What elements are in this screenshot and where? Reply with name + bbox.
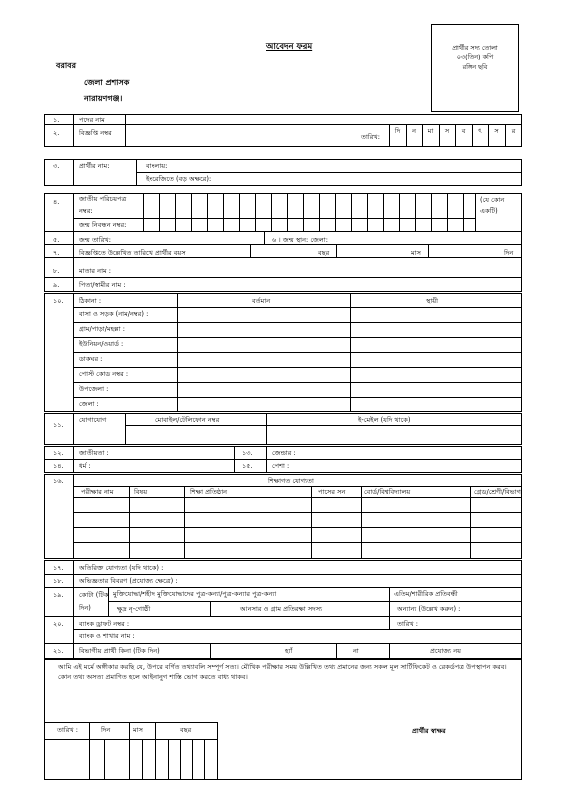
edu-col-institution: শিক্ষা প্রতিষ্ঠান [190,488,228,496]
mobile-label: মোবাইল/টেলিফোন নম্বর [155,416,220,424]
num-17: ১৭. [53,564,64,572]
education-label: শিক্ষাগত যোগ্যতা [268,477,314,485]
date-cell-1[interactable]: দি [394,127,401,135]
edu-col-exam: পরীক্ষার নাম [81,488,114,496]
bank-draft-label: ব্যাংক ড্রাফট নম্বর : [79,620,130,628]
bank-branch-field[interactable] [160,630,520,641]
bank-draft-date-field[interactable] [430,617,520,628]
photo-line-3: রঙ্গিন ছবি [462,62,488,71]
date-cell-7[interactable]: স [494,127,499,135]
num-16: ১৬. [53,477,64,485]
departmental-no[interactable]: না [353,647,359,655]
num-12: ১২. [53,449,64,457]
age-year-field[interactable] [251,245,316,256]
edu-col-year: পাসের সন [318,488,346,496]
gender-label: জেন্ডার : [272,449,296,457]
num-14: ১৪. [53,462,64,470]
edu-col-subject: বিষয় [134,488,148,496]
experience-label: অভিজ্ঞতার বিবরণ (প্রযোজ্য ক্ষেত্রে) : [79,577,178,585]
date-cell-8[interactable]: র [511,127,516,135]
photo-box[interactable] [431,24,519,112]
num-3: ৩. [53,162,60,170]
education-table-body[interactable] [74,498,521,558]
num-1: ১. [53,116,60,124]
bank-draft-date-label: তারিখ : [397,620,419,628]
occupation-field[interactable] [305,460,520,472]
date-cell-5[interactable]: ব [461,127,466,135]
nid-digit-grid[interactable] [143,193,475,218]
num-18: ১৮. [53,577,64,585]
quota-ethnic-minority[interactable]: ক্ষুদ্র নৃ-গোষ্ঠী [117,605,151,613]
either-note-1: (যে কোন [480,196,505,204]
gender-field[interactable] [310,447,520,458]
brn-label: জন্ম নিবন্ধন নম্বর: [79,221,127,229]
father-name-field[interactable] [150,278,520,291]
num-13: ১৩. [242,449,253,457]
num-15: ১৫. [242,462,253,470]
brn-digit-grid[interactable] [143,218,475,231]
addr-district-label: জেলা : [79,400,99,408]
email-field[interactable] [267,426,521,444]
name-english-label: ইংরেজিতে (বড় অক্ষরে): [146,175,212,183]
name-bangla-label: বাংলায়: [146,162,168,170]
circular-no-field[interactable] [126,125,356,146]
father-name-label: পিতা/স্বামীর নাম : [79,281,126,289]
footer-date-label: তারিখ : [57,726,79,734]
experience-field[interactable] [215,575,520,586]
name-bangla-field[interactable] [190,160,520,171]
birthplace-field[interactable] [345,232,520,244]
mobile-field[interactable] [126,426,265,444]
declaration-text: আমি এই মর্মে অঙ্গীকার করছি যে, উপরে বর্ণিত তথ্যাবলি সম্পূর্ণ সত্য। মৌখিক পরীক্ষার সময় উল্লিখিত তথ্য প্রমানের জন্য সকল মূল সার্টিফিকেট ও রেকর্ডপত্র উপস্থাপন করব। কোন তথ্য অসত্য প্রমাণিত হলে আইনানুগ শাস্তি ভোগ করতে বাধ্য থাকব। [58,663,507,682]
photo-line-2: ০৩(তিন) কপি [456,53,494,62]
quota-orphan-disabled[interactable]: এতিম/শারীরিক প্রতিবন্ধী [394,590,458,598]
age-month-label: মাস [411,249,421,257]
circular-no-label: বিজ্ঞপ্তি নম্বর [79,129,112,137]
footer-day-label: দিন [101,726,111,734]
addr-upazila-label: উপজেলা : [79,385,109,393]
form-title: আবেদন ফরম [266,42,313,52]
addr-road-label: বাসা ও সড়ক (নাম/নম্বর) : [79,310,149,318]
departmental-na[interactable]: প্রযোজ্য নয় [430,647,462,655]
footer-month-label: মাস [133,726,143,734]
date-cell-2[interactable]: ন [412,127,416,135]
nid-label: জাতীয় পরিচয়পত্র [79,195,127,203]
date-cell-6[interactable]: ৎ [478,127,482,135]
post-name-label: পদের নাম [79,116,105,124]
departmental-label: বিভাগীয় প্রার্থী কিনা (টিক দিন) [79,647,160,655]
addr-postcode-label: পোস্ট কোড নম্বর : [79,370,129,378]
footer-year-label: বছর [180,726,192,734]
extra-qualification-field[interactable] [205,561,520,573]
num-21: ২১. [53,647,64,655]
quota-label-1: কোটা (টিক [79,591,109,599]
dob-label: জন্ম তারিখ: [79,236,111,244]
to-line-2: জেলা প্রশাসক [84,78,130,87]
contact-label: যোগাযোগ [79,416,107,424]
address-label: ঠিকানা : [79,297,102,305]
religion-field[interactable] [105,460,232,472]
quota-label-2: দিন) [79,604,91,612]
signature-label: প্রার্থীর স্বাক্ষর [412,727,446,735]
applicant-name-label: প্রার্থীর নাম: [79,162,110,170]
age-year-label: বছর [318,249,330,257]
email-label: ই-মেইল (যদি থাকে) [358,416,411,424]
age-day-field[interactable] [429,245,502,256]
departmental-yes[interactable]: হ্যাঁ [285,647,293,655]
to-line-3: নারায়ণগঞ্জ। [84,94,123,103]
extra-qualification-label: অতিরিক্ত যোগ্যতা (যদি থাকে) : [79,564,164,572]
post-name-field[interactable] [126,115,521,124]
footer-date-grid[interactable] [90,740,217,779]
edu-col-grade: গ্রেড/শ্রেণী/বিভাগ [474,488,521,496]
occupation-label: পেশা : [272,462,290,470]
religion-label: ধর্ম : [79,462,91,470]
num-2: ২. [53,129,60,137]
photo-line-1: প্রার্থীর সদ্য তোলা [452,44,498,52]
mother-name-label: মাতার নাম : [79,267,111,275]
num-7: ৭. [53,249,60,257]
addr-union-label: ইউনিয়ন/ওয়ার্ড : [79,340,124,348]
permanent-address-fields[interactable] [351,308,521,411]
addr-postoffice-label: ডাকঘর : [79,355,103,363]
nid-label-2: নম্বর: [79,207,93,215]
quota-ansar-vdp[interactable]: আনসার ও গ্রাম প্রতিরক্ষা সদস্য [240,605,322,613]
quota-other[interactable]: অন্যান্য (উল্লেখ করুন) : [397,605,461,613]
num-11: ১১. [53,421,64,429]
nationality-label: জাতীয়তা : [79,449,109,457]
to-line-1: বরাবর [56,61,77,70]
num-8: ৮. [53,267,60,275]
num-19: ১৯. [53,591,64,599]
birthplace-label: ৬ । জন্ম স্থান: জেলা: [272,236,328,244]
present-address-header: বর্তমান [252,297,271,305]
age-day-label: দিন [504,249,514,257]
dob-field[interactable] [120,232,260,244]
bank-branch-label: ব্যাংক ও শাখার নাম : [79,632,135,640]
num-4: ৪. [53,198,60,206]
mother-name-field[interactable] [135,258,520,276]
quota-freedom-fighter[interactable]: মুক্তিযোদ্ধা/শহীদ মুক্তিযোদ্ধাদের পুত্র-কন্যা/পুত্র-কন্যার পুত্র-কন্যা [113,590,277,598]
either-note-2: একটি) [480,207,498,215]
name-english-field[interactable] [260,173,520,185]
circular-date-label: তারিখ: [361,133,380,141]
num-5: ৫. [53,236,60,244]
num-9: ৯. [53,281,60,289]
nationality-field[interactable] [120,447,232,458]
permanent-address-header: স্থায়ী [426,297,439,305]
addr-village-label: গ্রাম/পাড়া/মহল্লা : [79,325,126,333]
present-address-fields[interactable] [178,308,349,411]
age-month-field[interactable] [337,245,409,256]
bank-draft-field[interactable] [150,617,385,628]
num-20: ২০. [53,620,64,628]
date-cell-3[interactable]: মা [427,127,434,135]
age-label: বিজ্ঞপ্তিতে উল্লেখিত তারিখে প্রার্থীর বয়স [79,249,186,257]
num-10: ১০. [53,297,64,305]
date-cell-4[interactable]: স [444,127,450,135]
signature-field[interactable] [380,690,515,724]
edu-col-board: বোর্ড/বিশ্ববিদ্যালয় [364,488,411,496]
